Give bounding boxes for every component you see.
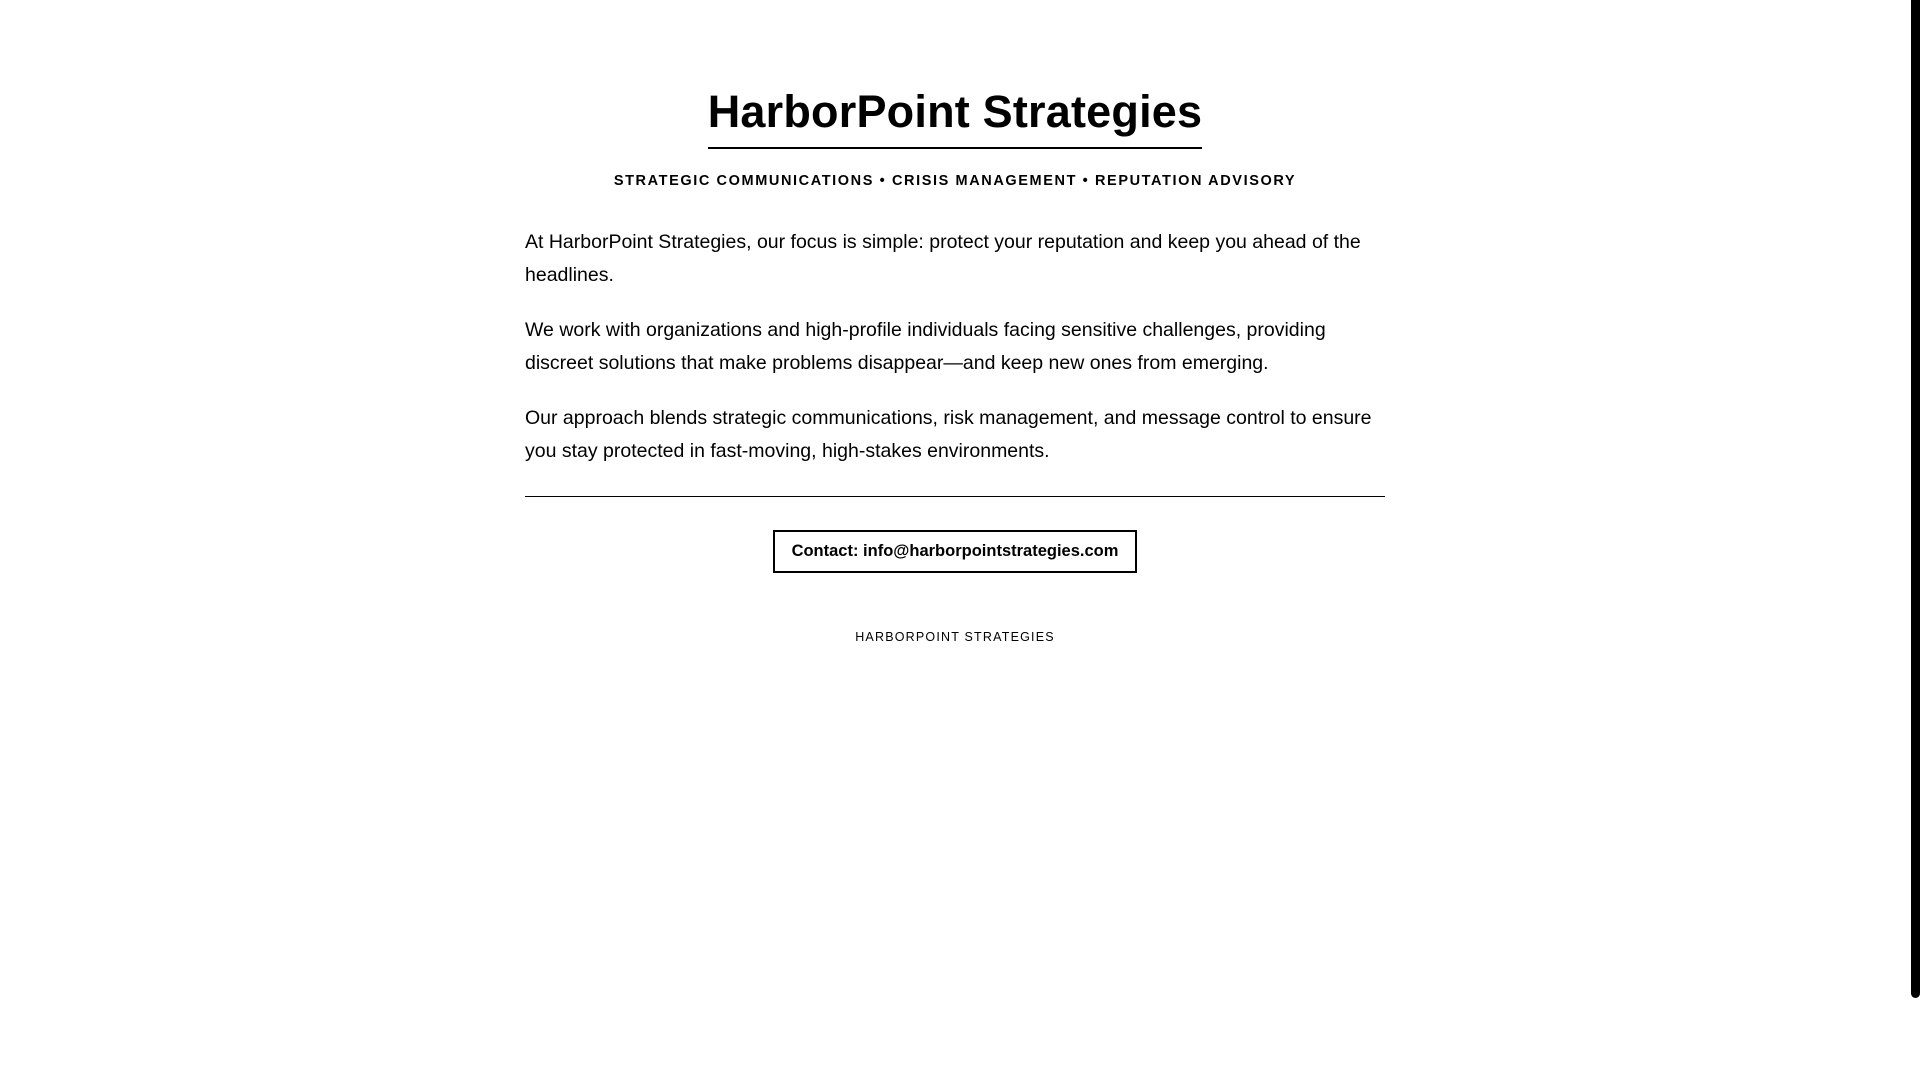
tagline: STRATEGIC COMMUNICATIONS • CRISIS MANAGEMENT • REPUTATION ADVISORY [613, 173, 1297, 189]
contact-email-button[interactable]: Contact: info@harborpointstrategies.com [773, 530, 1138, 573]
services-paragraph: We work with organizations and high-profile individuals facing sensitive challenges, providing discreet solutions that make problems disappear—and keep new ones from emerging. [525, 319, 1326, 374]
footer-text: HARBORPOINT STRATEGIES [855, 630, 1055, 644]
approach-paragraph: Our approach blends strategic communications, risk management, and message control to ensure you stay protected in fast-moving, high-stakes environments. [525, 407, 1372, 462]
header [525, 0, 1385, 149]
vertical-scrollbar[interactable] [1911, 0, 1920, 998]
intro-paragraph: At HarborPoint Strategies, our focus is simple: protect your reputation and keep you ahead of the headlines. [525, 231, 1361, 286]
page-title: HarborPoint Strategies [708, 86, 1203, 149]
main-content [525, 0, 1385, 645]
contact-section [525, 530, 1385, 573]
divider [525, 496, 1385, 497]
body-text [525, 226, 1385, 468]
